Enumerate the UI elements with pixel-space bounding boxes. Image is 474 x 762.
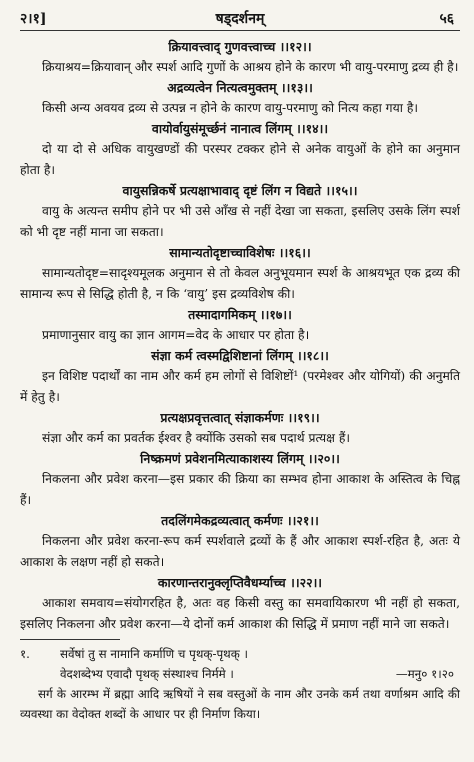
sutra-line: तदलिंगमेकद्रव्यत्वात् कर्मणः ।।२१।। xyxy=(161,513,319,528)
footnote-verse-text-1: सर्वेषां तु स नामानि कर्माणि च पृथक्-पृथक् । xyxy=(60,647,248,661)
header-divider xyxy=(20,30,460,31)
sutra-line: वायुसन्निकर्षे प्रत्यक्षाभावाद् दृष्टं लिंग न विद्यते ।।१५।। xyxy=(122,183,358,198)
running-title: षड्दर्शनम् xyxy=(215,11,265,27)
footnote-verse-text-2: वेदशब्देभ्य एवादौ पृथक् संस्थाश्च निर्ममे । xyxy=(60,667,234,681)
sutra-line: निष्क्रमणं प्रवेशनमित्याकाशस्य लिंगम् ।।२०।। xyxy=(140,451,340,466)
commentary-paragraph: आकाश समवाय=संयोगरहित है, अतः वह किसी वस्तु का समवायिकारण भी नहीं हो सकता, इसलिए निकलना और प्रवेश करना—ये दोनों कर्म आकाश की सिद्धि में प्रमाण नहीं माने जा सकते। xyxy=(20,596,460,631)
page-number: ५६ xyxy=(439,11,454,27)
commentary-paragraph: प्रमाणानुसार वायु का ज्ञान आगम=वेद के आधार पर होता है। xyxy=(42,328,310,342)
commentary-paragraph: संज्ञा और कर्म का प्रवर्तक ईश्वर है क्योंकि उसको सब पदार्थ प्रत्यक्ष हैं। xyxy=(42,431,351,445)
commentary-paragraph: दो या दो से अधिक वायुखण्डों की परस्पर टक्कर होने से अनेक वायुओं के होने का अनुमान होता है। xyxy=(20,142,460,177)
footnote-verse-line-1 xyxy=(20,644,460,664)
body-text xyxy=(20,37,460,635)
sutra-line: वायोर्वायुसंमूर्च्छनं नानात्व लिंगम् ।।१४।। xyxy=(151,121,329,136)
sutra-line: क्रियावत्त्वाद् गुणवत्त्वाच्च ।।१२।। xyxy=(168,39,312,54)
sutra-line: संज्ञा कर्म त्वस्मद्विशिष्टानां लिंगम् ।।१८।। xyxy=(151,348,329,363)
sutra-line: प्रत्यक्षप्रवृत्तत्वात् संज्ञाकर्मणः ।।१९।। xyxy=(160,410,320,425)
footnote-verse-reference: —मनु० १।२० xyxy=(395,667,454,681)
commentary-paragraph: किसी अन्य अवयव द्रव्य से उत्पन्न न होने के कारण वायु-परमाणु को नित्य कहा गया है। xyxy=(42,101,419,115)
sutra-line: कारणान्तरानुक्लृप्तिवैधर्म्याच्च ।।२२।। xyxy=(157,575,323,590)
commentary-paragraph: क्रियाश्रय=क्रियावान् और स्पर्श आदि गुणों के आश्रय होने के कारण भी वायु-परमाणु द्रव्य ही है। xyxy=(42,60,459,74)
commentary-paragraph: निकलना और प्रवेश करना—इस प्रकार की क्रिया का सम्भव होना आकाश के अस्तित्व के चिह्न हैं। xyxy=(20,472,460,507)
chapter-section-ref: २।१] xyxy=(20,11,47,27)
sutra-line: अद्रव्यत्वेन नित्यत्वमुक्तम् ।।१३।। xyxy=(167,80,313,95)
commentary-paragraph: सामान्यतोदृष्ट=सादृश्यमूलक अनुमान से तो केवल अनुभूयमान स्पर्श के आश्रयभूत एक द्रव्य की सामान्य रूप से सिद्धि होती है, न कि ‘वायु’ इस द्रव्यविशेष की। xyxy=(20,266,460,301)
footnote-explanation: सर्ग के आरम्भ में ब्रह्मा आदि ऋषियों ने सब वस्तुओं के नाम और उनके कर्म तथा वर्णाश्रम आदि की व्यवस्था का वेदोक्त शब्दों के आधार पर ही निर्माण किया। xyxy=(20,687,460,721)
page-header xyxy=(20,6,460,30)
footnote-number: १. xyxy=(20,647,30,661)
footnote-verse-line-2 xyxy=(20,664,460,684)
footnote-divider xyxy=(20,639,120,640)
sutra-line: तस्मादागमिकम् ।।१७।। xyxy=(188,307,292,322)
sutra-line: सामान्यतोदृष्टाच्चाविशेषः ।।१६।। xyxy=(169,245,311,260)
commentary-paragraph: निकलना और प्रवेश करना-रूप कर्म स्पर्शवाले द्रव्यों के हैं और आकाश स्पर्श-रहित है, अतः ये आकाश के लक्षण नहीं हो सकते। xyxy=(20,534,460,569)
commentary-paragraph: इन विशिष्ट पदार्थों का नाम और कर्म हम लोगों से विशिष्टों¹ (परमेश्वर और योगियों) की अनुमति में हेतु है। xyxy=(20,369,460,404)
footnote xyxy=(20,644,460,724)
commentary-paragraph: वायु के अत्यन्त समीप होने पर भी उसे आँख से नहीं देखा जा सकता, इसलिए उसके लिंग स्पर्श को भी दृष्ट नहीं माना जा सकता। xyxy=(20,204,460,239)
